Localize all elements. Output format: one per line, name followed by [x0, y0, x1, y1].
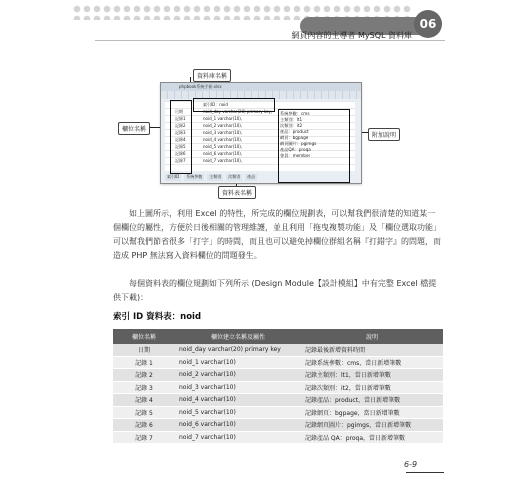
- grid-row-head: 記錄1: [175, 116, 186, 121]
- sheet-tab[interactable]: 主類別: [209, 174, 222, 179]
- body-paragraph: 每個資料表的欄位規劃如下列所示 (Design Module【設計模組】中有完整 Excel 檔提供下載)：: [113, 279, 437, 302]
- table-row: [113, 394, 443, 407]
- table-header-cell: 說明: [301, 329, 443, 344]
- grid-cell: noid_6 varchar(10),: [203, 151, 243, 156]
- table-header-cell: 欄位建立名稱及屬性: [175, 329, 301, 344]
- table-row: [113, 406, 443, 419]
- note-item: 網頁：bgpage: [280, 135, 309, 140]
- note-item: 產品：product: [280, 129, 309, 134]
- grid-cell: noid_4 varchar(10),: [203, 137, 243, 142]
- grid-cell: noid_2 varchar(10),: [203, 123, 243, 128]
- table-cell: noid_6 varchar(10): [175, 419, 301, 432]
- sheet-tab[interactable]: 產品: [247, 174, 256, 179]
- table-cell: 記錄系統參數：cms，當日新增筆數: [301, 356, 443, 369]
- table-row: [113, 431, 443, 444]
- field-table: [113, 329, 443, 444]
- page-number: 6-9: [404, 460, 418, 469]
- grid-row-head: 記錄3: [175, 130, 186, 135]
- table-row: [113, 356, 443, 369]
- table-cell: 記錄 2: [113, 369, 175, 382]
- table-cell: noid_7 varchar(10): [175, 431, 301, 444]
- note-item: 次類別：it2: [280, 123, 303, 128]
- grid-cell: noid_3 varchar(10),: [203, 130, 243, 135]
- chapter-badge: 06: [414, 10, 442, 38]
- body-paragraph: 如上圖所示，利用 Excel 的特性，所完成的欄位規劃表，可以幫我們很清楚的知道某一個欄位的屬性，方便於日後相關的管理維護，並且利用「拖曳複製功能」及「欄位選取功能」可以幫我們節省很多「打字」的時間，而且也可以避免掉欄位群組名稱『打錯字』的問題，而造成 PHP 無法寫入資料欄位的問題發生。: [113, 209, 441, 260]
- callout-note: 附加說明: [368, 128, 400, 141]
- table-row: [113, 369, 443, 382]
- note-item: 系統參數：cms: [280, 111, 310, 116]
- table-cell: noid_1 varchar(10): [175, 356, 301, 369]
- callout-sheet-name: 資料表名稱: [218, 186, 256, 199]
- sheet-tab-bar: [165, 174, 257, 181]
- sheet-tab[interactable]: 系統參數: [186, 174, 203, 179]
- table-cell: 記錄 5: [113, 406, 175, 419]
- table-cell: 記錄 7: [113, 431, 175, 444]
- table-cell: 記錄最後新增資料時間: [301, 344, 443, 356]
- table-cell: 記錄產品 QA：proqa，當日新增筆數: [301, 431, 443, 444]
- table-cell: 記錄網頁圖片：pgimgs，當日新增筆數: [301, 419, 443, 432]
- note-item: 主類別：lt1: [280, 117, 303, 122]
- table-header-row: [113, 329, 443, 344]
- callout-table-name: 資料庫名稱: [193, 69, 231, 82]
- grid-row-head: 記錄4: [175, 137, 186, 142]
- table-cell: noid_day varchar(20) primary key: [175, 344, 301, 356]
- grid-row-head: 記錄5: [175, 144, 186, 149]
- note-item: 產品QA：proqa: [280, 147, 311, 152]
- table-cell: 記錄次類別：it2，當日新增筆數: [301, 381, 443, 394]
- excel-window-title: phpbook系統手冊.xlsx: [161, 83, 361, 91]
- table-cell: noid_4 varchar(10): [175, 394, 301, 407]
- grid-cell: noid_1 varchar(10),: [203, 116, 243, 121]
- note-list: [280, 111, 346, 159]
- grid-header-cell: 索引ID：noid: [203, 102, 228, 107]
- grid-row-head: 記錄6: [175, 151, 186, 156]
- table-cell: 記錄主類別：lt1，當日新增筆數: [301, 369, 443, 382]
- table-cell: 記錄 3: [113, 381, 175, 394]
- callout-field-name: 欄位名稱: [118, 122, 150, 135]
- highlight-field-name: [170, 100, 192, 174]
- table-cell: 記錄產品：product，當日新增筆數: [301, 394, 443, 407]
- table-cell: 記錄網頁：bgpage，當日新增筆數: [301, 406, 443, 419]
- grid-cell: noid_day varchar(20) primary key,: [203, 109, 273, 114]
- header-title: 網頁內容的主導者 MySQL 資料庫: [291, 31, 412, 40]
- section-title: 索引 ID 資料表：noid: [113, 312, 202, 322]
- table-row: [113, 381, 443, 394]
- grid-row-head: 記錄2: [175, 123, 186, 128]
- table-cell: 日期: [113, 344, 175, 356]
- table-row: [113, 344, 443, 356]
- table-cell: 記錄 6: [113, 419, 175, 432]
- highlight-field-def: [193, 98, 275, 112]
- table-cell: noid_3 varchar(10): [175, 381, 301, 394]
- sheet-tab[interactable]: 索引ID: [167, 174, 180, 179]
- header-rule: [95, 40, 445, 41]
- table-row: [113, 419, 443, 432]
- grid-row-head: 日期: [175, 109, 183, 114]
- table-cell: 記錄 4: [113, 394, 175, 407]
- grid-cell: noid_5 varchar(10),: [203, 144, 243, 149]
- note-item: 網頁圖片：pgimgs: [280, 141, 317, 146]
- table-header-cell: 欄位名稱: [113, 329, 175, 344]
- note-item: 會員：member: [280, 153, 311, 158]
- sheet-tab[interactable]: 次類別: [228, 174, 241, 179]
- grid-cell: noid_7 varchar(10),: [203, 158, 243, 163]
- table-cell: noid_2 varchar(10): [175, 369, 301, 382]
- grid-row-head: 記錄7: [175, 158, 186, 163]
- table-cell: noid_5 varchar(10): [175, 406, 301, 419]
- table-cell: 記錄 1: [113, 356, 175, 369]
- page-number-rule: [406, 472, 444, 473]
